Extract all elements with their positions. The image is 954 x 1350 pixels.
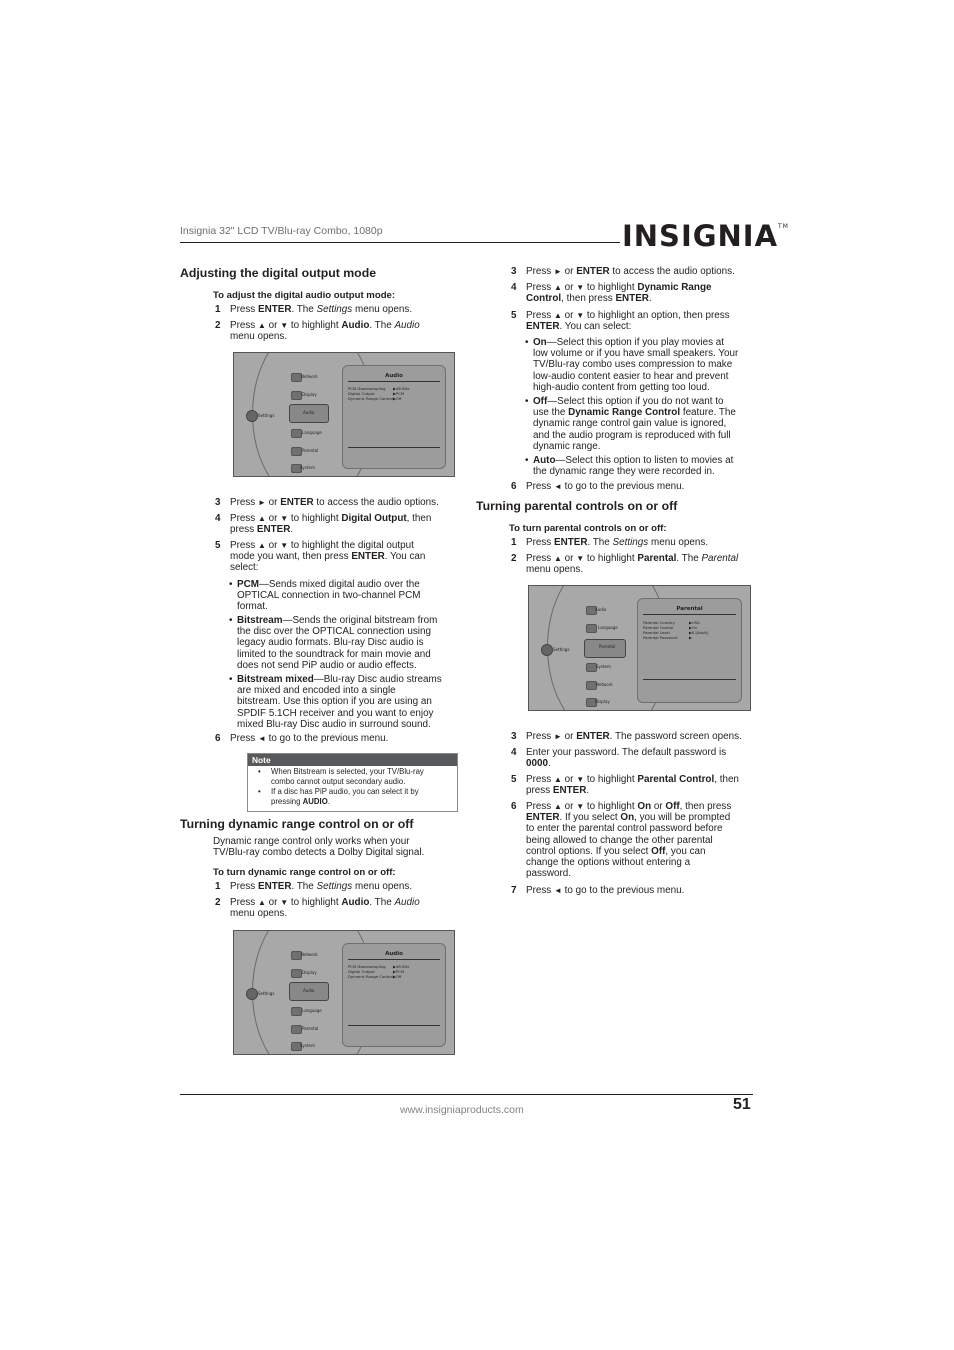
- bullet-auto: • Auto—Select this option to listen to movies at the dynamic range they were recorded in.: [525, 455, 734, 478]
- audio-menu-screenshot: [233, 930, 455, 1055]
- menu-language: Language: [302, 1008, 322, 1013]
- step-5: 5 Press ▲ or ▼ to highlight the digital output mode you want, then press ENTER. You can select:: [215, 540, 426, 574]
- step-4: 4 Enter your password. The default password is 0000.: [511, 747, 727, 770]
- language-icon: [586, 624, 597, 633]
- row-label: Parental Country: [643, 620, 675, 625]
- menu-display: Display: [595, 699, 610, 704]
- menu-root: Settings: [258, 413, 275, 418]
- step-4: 4 Press ▲ or ▼ to highlight Dynamic Range Control, then press ENTER.: [511, 282, 712, 305]
- row-label: PCM Downsampling: [348, 964, 386, 969]
- step-2: 2 Press ▲ or ▼ to highlight Audio. The Audio menu opens.: [215, 897, 420, 920]
- procedure-parental: To turn parental controls on or off:: [509, 523, 667, 534]
- insignia-logo: [622, 219, 789, 253]
- row-label: Parental Control: [643, 625, 674, 630]
- row-value: ▶Off: [393, 974, 402, 979]
- heading-digital-output: Adjusting the digital output mode: [180, 266, 377, 280]
- row-value: ▶48 KHz: [393, 386, 410, 391]
- bullet-bitstream: • Bitstream—Sends the original bitstream from the disc over the OPTICAL connection using legacy audio formats. Blu-ray Disc audio is limited to the soundtrack for main movie and does not send PiP audio or audio effects.: [229, 615, 438, 671]
- panel-title: Parental: [676, 606, 703, 612]
- footer-rule: [180, 1094, 753, 1095]
- header-title: Insignia 32" LCD TV/Blu-ray Combo, 1080p: [180, 225, 383, 237]
- menu-root: Settings: [258, 991, 275, 996]
- row-value: ▶On: [689, 625, 698, 630]
- row-label: PCM Downsampling: [348, 386, 386, 391]
- step-2: 2 Press ▲ or ▼ to highlight Audio. The Audio menu opens.: [215, 320, 420, 343]
- menu-system: System: [596, 664, 611, 669]
- menu-display: Display: [302, 970, 317, 975]
- parental-menu-screenshot: [528, 585, 751, 711]
- audio-panel: [342, 365, 446, 469]
- bullet-pcm: • PCM—Sends mixed digital audio over the OPTICAL connection in two-channel PCM format.: [229, 579, 421, 613]
- panel-title: Audio: [385, 951, 403, 957]
- language-icon: [291, 429, 302, 438]
- parental-panel: [637, 598, 742, 703]
- menu-network: Network: [301, 952, 318, 957]
- menu-language: Language: [598, 625, 618, 630]
- bullet-on: • On—Select this option if you play movies at low volume or if you have small speakers. Your TV/Blu-ray combo uses compression to make low-audio content easier to hear and prevent high-audio content from getting too loud.: [525, 337, 739, 393]
- step-6: 6 Press ▲ or ▼ to highlight On or Off, then press ENTER. If you select On, you will be prompted to enter the parental control password before being allowed to change the other parental control options. If you select Off, you can change the options without entering a password.: [511, 801, 732, 880]
- menu-audio: Audio: [303, 410, 315, 415]
- menu-audio: Audio: [595, 607, 607, 612]
- audio-panel: [342, 943, 446, 1047]
- dynamic-range-intro: Dynamic range control only works when your TV/Blu-ray combo detects a Dolby Digital signal.: [213, 836, 425, 859]
- heading-parental: Turning parental controls on or off: [476, 499, 678, 513]
- row-label: Digital Output: [348, 969, 375, 974]
- display-icon: [291, 969, 302, 978]
- header-rule: [180, 242, 620, 243]
- page-number: 51: [733, 1096, 751, 1113]
- menu-system: System: [300, 1043, 315, 1048]
- row-value: ▶48 KHz: [393, 964, 410, 969]
- footer-url: www.insigniaproducts.com: [400, 1104, 524, 1116]
- step-5: 5 Press ▲ or ▼ to highlight Parental Control, then press ENTER.: [511, 774, 739, 797]
- settings-icon: [246, 988, 258, 1000]
- settings-icon: [541, 644, 553, 656]
- language-icon: [291, 1007, 302, 1016]
- menu-parental: Parental: [599, 644, 616, 649]
- bullet-bitstream-mixed: • Bitstream mixed—Blu-ray Disc audio streams are mixed and encoded into a single bitstream. Use this option if you are using an SPDIF 5.1CH receiver and you want to enjoy mixed Blu-ray Disc audio in surround sound.: [229, 674, 442, 730]
- heading-dynamic-range: Turning dynamic range control on or off: [180, 817, 414, 831]
- menu-root: Settings: [553, 647, 570, 652]
- menu-language: Language: [302, 430, 322, 435]
- logo-tm: TM: [778, 223, 789, 230]
- parental-icon: [291, 447, 302, 456]
- menu-parental: Parental: [302, 1026, 319, 1031]
- row-value: ▶8 [Adult]: [689, 630, 709, 635]
- parental-icon: [291, 1025, 302, 1034]
- step-4: 4 Press ▲ or ▼ to highlight Digital Output, then press ENTER.: [215, 513, 432, 536]
- procedure-dynamic-range: To turn dynamic range control on or off:: [213, 867, 396, 878]
- menu-system: System: [300, 465, 315, 470]
- note-title: Note: [248, 754, 457, 766]
- panel-title: Audio: [385, 373, 403, 379]
- step-2: 2 Press ▲ or ▼ to highlight Parental. The Parental menu opens.: [511, 553, 739, 576]
- row-value: ▶Off: [393, 396, 402, 401]
- row-value: ▶PCM: [393, 391, 405, 396]
- row-value: ▶: [689, 635, 692, 640]
- procedure-digital-output: To adjust the digital audio output mode:: [213, 290, 396, 301]
- row-label: Parental Password: [643, 635, 678, 640]
- step-5: 5 Press ▲ or ▼ to highlight an option, then press ENTER. You can select:: [511, 310, 730, 333]
- row-label: Dynamic Range Control: [348, 396, 393, 401]
- menu-network: Network: [301, 374, 318, 379]
- row-label: Dynamic Range Control: [348, 974, 393, 979]
- row-value: ▶USA: [689, 620, 700, 625]
- menu-network: Network: [596, 682, 613, 687]
- logo-text: INSIGNIA: [622, 219, 779, 253]
- row-value: ▶PCM: [393, 969, 405, 974]
- menu-display: Display: [302, 392, 317, 397]
- menu-parental: Parental: [302, 448, 319, 453]
- bullet-off: • Off—Select this option if you do not want to use the Dynamic Range Control feature. The dynamic range control gain value is ignored, and the audio program is reproduced with full dynamic range.: [525, 396, 736, 452]
- menu-audio: Audio: [303, 988, 315, 993]
- note-box: Note • When Bitstream is selected, your TV/Blu-ray combo cannot output secondary audio. • If a disc has PiP audio, you can select it by pressing AUDIO.: [247, 753, 458, 812]
- row-label: Digital Output: [348, 391, 375, 396]
- audio-menu-screenshot: [233, 352, 455, 477]
- settings-icon: [246, 410, 258, 422]
- display-icon: [291, 391, 302, 400]
- row-label: Parental Level: [643, 630, 670, 635]
